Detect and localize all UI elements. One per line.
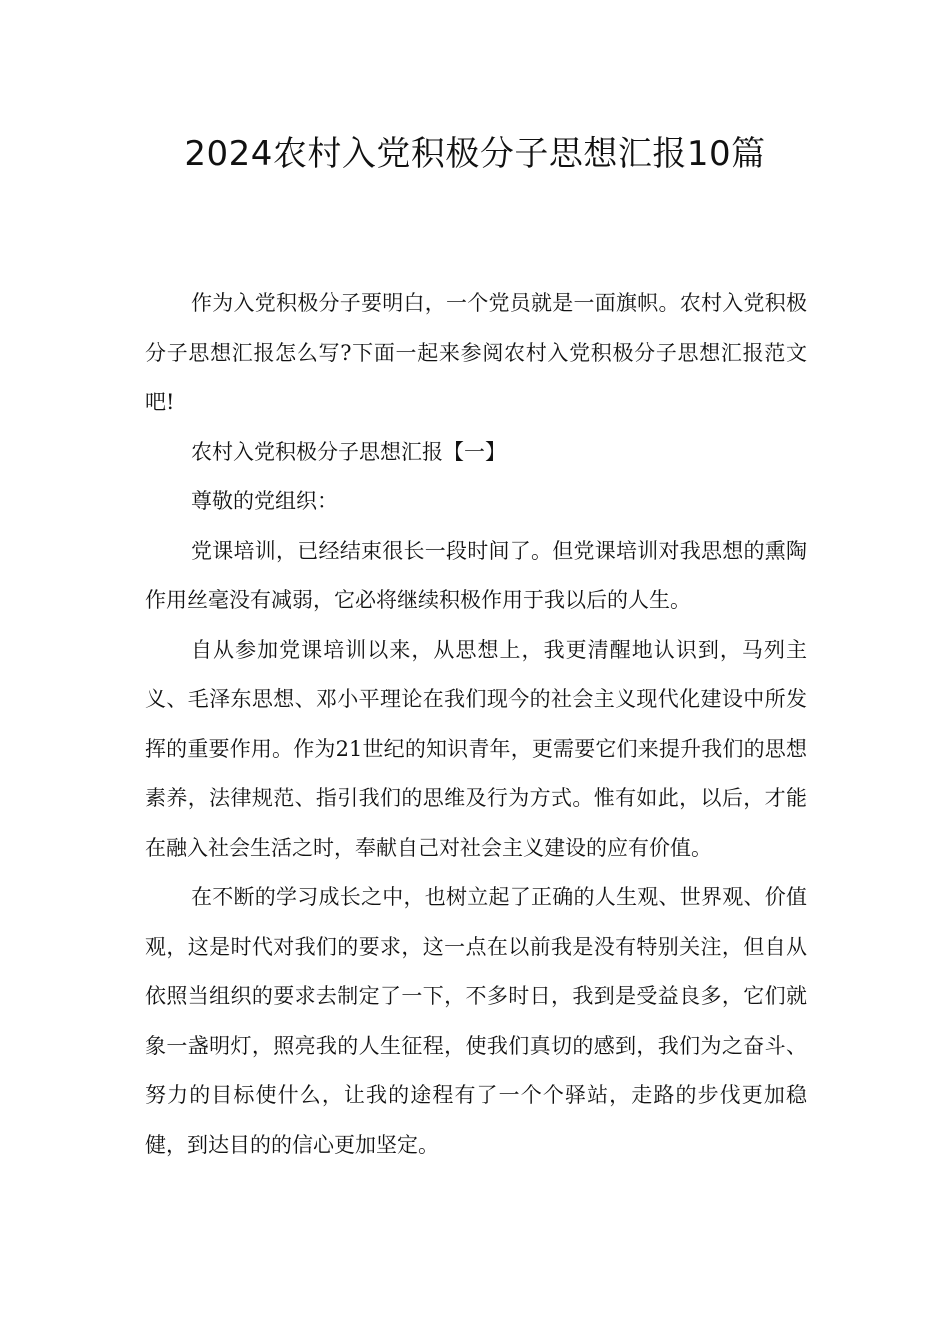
section-heading: 农村入党积极分子思想汇报【一】 — [191, 439, 506, 464]
document-title: 2024农村入党积极分子思想汇报10篇 — [184, 134, 766, 174]
salutation: 尊敬的党组织： — [191, 489, 338, 513]
body-paragraph: 党课培训，已经结束很长一段时间了。但党课培训对我思想的熏陶作用丝毫没有减弱，它必将继续积极作用于我以后的人生。 — [145, 538, 807, 612]
intro-paragraph: 作为入党积极分子要明白，一个党员就是一面旗帜。农村入党积极分子思想汇报怎么写?下面一起来参阅农村入党积极分子思想汇报范文吧! — [145, 291, 807, 414]
body-paragraph: 自从参加党课培训以来，从思想上，我更清醒地认识到，马列主义、毛泽东思想、邓小平理论在我们现今的社会主义现代化建设中所发挥的重要作用。作为21世纪的知识青年，更需要它们来提升我们的思想素养，法律规范、指引我们的思维及行为方式。惟有如此，以后，才能在融入社会生活之时，奉献自己对社会主义建设的应有价值。 — [145, 637, 807, 860]
document-body — [145, 279, 807, 1170]
body-paragraph: 在不断的学习成长之中，也树立起了正确的人生观、世界观、价值观，这是时代对我们的要求，这一点在以前我是没有特别关注，但自从依照当组织的要求去制定了一下，不多时日，我到是受益良多，它们就象一盏明灯，照亮我的人生征程，使我们真切的感到，我们为之奋斗、努力的目标使什么，让我的途程有了一个个驿站，走路的步伐更加稳健，到达目的的信心更加坚定。 — [145, 885, 807, 1157]
